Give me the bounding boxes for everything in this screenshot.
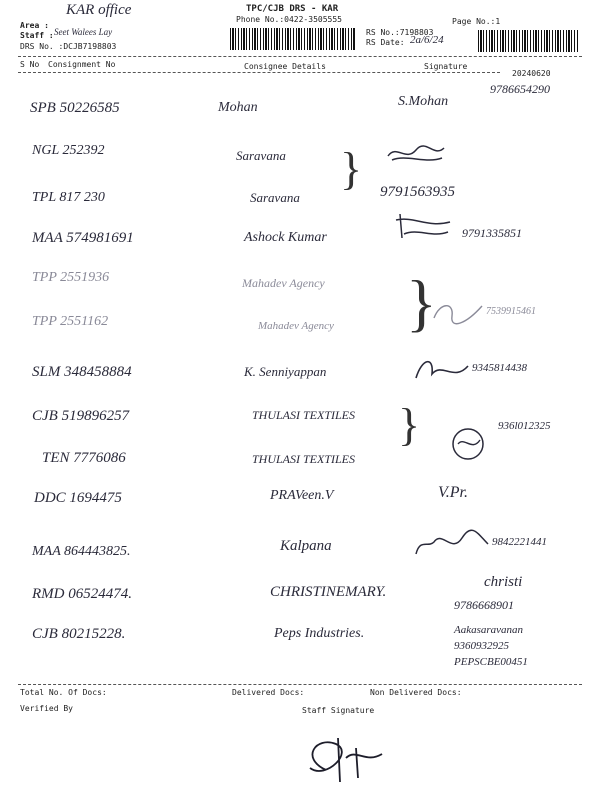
signature-scribble (412, 352, 472, 386)
consignee-name: Peps Industries. (274, 626, 365, 641)
signature: Aakasaravanan (454, 624, 524, 636)
consignment-number: TEN 7776086 (42, 450, 126, 466)
rs-number: RS No.:7198803 (366, 28, 434, 37)
consignee-name: CHRISTINEMARY. (270, 584, 387, 600)
verified-by-label: Verified By (20, 704, 73, 713)
staff-signature-scribble (296, 718, 406, 788)
footer-rule (18, 684, 582, 685)
column-rule (18, 72, 500, 73)
phone-number: 7539915461 (486, 306, 536, 317)
total-docs-label: Total No. Of Docs: (20, 688, 107, 697)
col-sno: S No (20, 60, 40, 69)
header-rule (18, 56, 582, 57)
consignment-number: SLM 348458884 (32, 364, 132, 380)
consignee-name: Kalpana (280, 538, 332, 554)
consignee-name: Mahadev Agency (242, 276, 325, 290)
consignment-number: SPB 50226585 (30, 100, 120, 116)
col-consignment: Consignment No (48, 60, 116, 69)
consignee-name: PRAVeen.V (270, 488, 334, 503)
phone-number: Phone No.:0422-3505555 (236, 15, 342, 24)
consignee-name: K. Senniyappan (244, 364, 327, 379)
consignment-number: NGL 252392 (32, 143, 105, 158)
signature: S.Mohan (398, 94, 449, 109)
consignment-number: TPP 2551162 (32, 314, 109, 329)
grouping-brace: } (340, 143, 363, 194)
grouping-brace: } (398, 399, 421, 450)
consignee-name: THULASI TEXTILES (252, 408, 356, 422)
consignment-number: CJB 80215228. (32, 626, 126, 642)
signature-scribble (446, 424, 496, 464)
consignment-number: MAA 864443825. (32, 544, 131, 559)
rs-date-value: 2a/6/24 (410, 34, 444, 46)
consignment-number: TPP 2551936 (32, 270, 110, 285)
barcode-right (478, 30, 578, 52)
non-delivered-docs-label: Non Delivered Docs: (370, 688, 462, 697)
staff-signature-label: Staff Signature (302, 706, 375, 715)
signature-scribble (430, 298, 486, 328)
phone-number: 9786654290 (490, 82, 550, 96)
reference-code: PEPSCBE00451 (454, 656, 528, 668)
drs-number: DRS No. :DCJB7198803 (20, 42, 117, 51)
phone-number: 9842221441 (492, 536, 547, 548)
consignment-number: CJB 519896257 (32, 408, 130, 424)
staff-value: Seet Walees Lay (54, 27, 113, 37)
consignee-name: THULASI TEXTILES (252, 452, 356, 466)
phone-number: 936l012325 (498, 420, 551, 432)
consignment-number: RMD 06524474. (32, 586, 132, 602)
area-label: Area : (20, 21, 49, 30)
document-title: TPC/CJB DRS - KAR (246, 4, 339, 14)
consignee-name: Ashock Kumar (244, 230, 327, 245)
consignee-name: Mohan (218, 100, 258, 115)
consignee-name: Mahadev Agency (258, 320, 334, 332)
delivered-docs-label: Delivered Docs: (232, 688, 305, 697)
phone-number: 9791563935 (380, 184, 455, 200)
page-number: Page No.:1 (452, 17, 501, 26)
consignment-number: DDC 1694475 (34, 490, 122, 506)
date-stamp: 20240620 (512, 69, 551, 78)
grouping-brace: } (406, 267, 437, 338)
phone-number: 9360932925 (454, 640, 509, 652)
col-signature: Signature (424, 62, 468, 71)
phone-number: 9786668901 (454, 598, 514, 612)
col-consignee: Consignee Details (244, 62, 326, 71)
signature-scribble (394, 210, 454, 240)
signature: V.Pr. (438, 484, 468, 501)
consignment-number: MAA 574981691 (32, 230, 134, 246)
signature: christi (484, 574, 523, 590)
rs-date-label: RS Date: (366, 38, 405, 47)
phone-number: 9345814438 (472, 362, 527, 374)
consignment-number: TPL 817 230 (32, 190, 105, 205)
handwritten-office: KAR office (66, 2, 132, 18)
signature-scribble (412, 524, 490, 560)
phone-number: 9791335851 (462, 226, 522, 240)
staff-label: Staff : (20, 31, 54, 40)
signature-scribble (386, 140, 446, 166)
barcode-left (230, 28, 356, 50)
consignee-name: Saravana (236, 148, 286, 163)
consignee-name: Saravana (250, 190, 300, 205)
